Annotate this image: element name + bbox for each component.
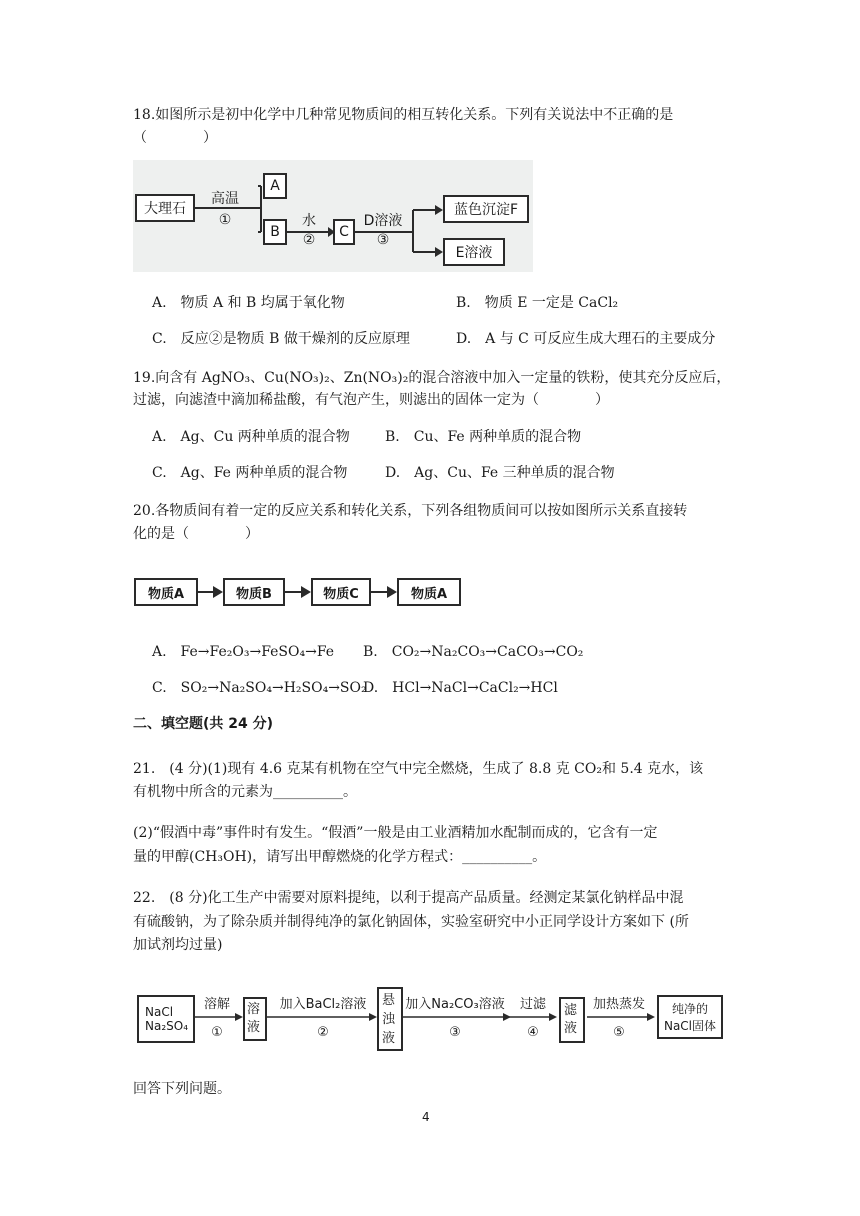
q19-option-c: C. Ag、Fe 两种单质的混合物 [152, 465, 348, 481]
q22-start-na2so4: Na₂SO₄ [145, 1019, 189, 1033]
q21-line4: 量的甲醇(CH₃OH)，请写出甲醇燃烧的化学方程式：__________。 [133, 849, 547, 865]
q22-process-diagram [133, 985, 733, 1055]
q22-box-filtrate: 滤液 [559, 997, 585, 1043]
q20-option-b: B. CO₂→Na₂CO₃→CaCO₃→CO₂ [363, 644, 584, 660]
q20-stem-line1: 20.各物质间有着一定的反应关系和转化关系，下列各组物质间可以按如图所示关系直接转 [133, 503, 688, 519]
q20-option-a: A. Fe→Fe₂O₃→FeSO₄→Fe [152, 644, 335, 660]
q21-line2: 有机物中所含的元素为__________。 [133, 784, 357, 800]
q18-option-c: C. 反应②是物质 B 做干燥剂的反应原理 [152, 331, 410, 347]
q18-option-a: A. 物质 A 和 B 均属于氧化物 [152, 295, 345, 311]
q18-stem-line1: 18.如图所示是初中化学中几种常见物质间的相互转化关系。下列有关说法中不正确的是 [133, 107, 674, 123]
q20-box-substance-b: 物质B [223, 578, 285, 606]
q22-answer-prompt: 回答下列问题。 [133, 1081, 231, 1097]
q22-box-suspension: 悬浊液 [377, 987, 403, 1051]
q22-step4-num: ④ [527, 1025, 539, 1040]
q22-step5-num: ⑤ [613, 1025, 625, 1040]
q18-diagram [133, 160, 533, 272]
q20-option-d: D. HCl→NaCl→CaCl₂→HCl [363, 680, 558, 696]
q20-box-substance-a-end: 物质A [397, 578, 461, 606]
q22-step5-evaporate: 加热蒸发 [592, 997, 645, 1012]
q18-box-c: C [333, 219, 355, 245]
q22-end-pure: 纯净的 [671, 1002, 708, 1016]
q19-option-d: D. Ag、Cu、Fe 三种单质的混合物 [385, 465, 615, 481]
q22-step3-add-na2co3: 加入Na₂CO₃溶液 [405, 997, 505, 1012]
q22-step4-filter: 过滤 [519, 997, 546, 1012]
q19-option-a: A. Ag、Cu 两种单质的混合物 [152, 429, 350, 445]
q19-option-b: B. Cu、Fe 两种单质的混合物 [385, 429, 582, 445]
q18-cond-high-temp: 高温 [211, 191, 239, 207]
q18-cond-water: 水 [302, 213, 316, 229]
q18-step2-label: ② [302, 232, 316, 248]
q18-stem-line2: （ ） [133, 130, 217, 146]
q22-end-nacl-solid: NaCl固体 [663, 1019, 717, 1033]
q18-marble-box: 大理石 [135, 194, 195, 222]
q20-box-substance-a: 物质A [134, 578, 198, 606]
q18-cond-d-solution: D溶液 [363, 213, 403, 229]
q22-start-box [137, 995, 195, 1043]
q20-box-substance-c: 物质C [311, 578, 371, 606]
q20-option-c: C. SO₂→Na₂SO₄→H₂SO₄→SO₂ [152, 680, 367, 696]
q22-start-nacl: NaCl [145, 1005, 174, 1019]
q22-end-box [657, 995, 723, 1039]
q20-stem-line2: 化的是（ ） [133, 526, 259, 542]
q22-line1: 22. (8 分)化工生产中需要对原料提纯，以利于提高产品质量。经测定某氯化钠样品中混 [133, 890, 684, 906]
q19-stem-line1: 19.向含有 AgNO₃、Cu(NO₃)₂、Zn(NO₃)₂的混合溶液中加入一定量的铁粉，使其充分反应后， [133, 370, 731, 386]
q18-box-blue-precipitate: 蓝色沉淀F [443, 195, 529, 223]
q18-option-d: D. A 与 C 可反应生成大理石的主要成分 [456, 331, 716, 347]
q18-box-e-solution: E溶液 [443, 238, 505, 266]
q18-box-a: A [263, 173, 287, 199]
q18-step1-label: ① [218, 212, 232, 228]
q22-step2-add-bacl2: 加入BaCl₂溶液 [279, 997, 367, 1012]
q21-line1: 21. (4 分)(1)现有 4.6 克某有机物在空气中完全燃烧，生成了 8.8 克 CO₂和 5.4 克水，该 [133, 761, 704, 777]
q18-step3-label: ③ [376, 232, 390, 248]
q19-stem-line2: 过滤，向滤渣中滴加稀盐酸，有气泡产生，则滤出的固体一定为（ ） [133, 392, 609, 408]
q22-step3-num: ③ [449, 1025, 461, 1040]
q18-box-b: B [263, 219, 287, 245]
q22-box-solution: 溶液 [243, 997, 267, 1041]
q22-step2-num: ② [317, 1025, 329, 1040]
q22-step1-dissolve: 溶解 [203, 997, 230, 1012]
q22-line3: 加试剂均过量) [133, 937, 223, 953]
q20-diagram [133, 572, 463, 612]
q22-line2: 有硫酸钠，为了除杂质并制得纯净的氯化钠固体，实验室研究中小正同学设计方案如下 (所 [133, 914, 689, 930]
q22-step1-num: ① [211, 1025, 223, 1040]
q18-option-b: B. 物质 E 一定是 CaCl₂ [456, 295, 619, 311]
q21-line3: (2)“假酒中毒”事件时有发生。“假酒”一般是由工业酒精加水配制而成的，它含有一定 [133, 825, 658, 841]
section-fill-in-heading: 二、填空题(共 24 分) [133, 716, 274, 732]
page-number: 4 [422, 1110, 430, 1124]
